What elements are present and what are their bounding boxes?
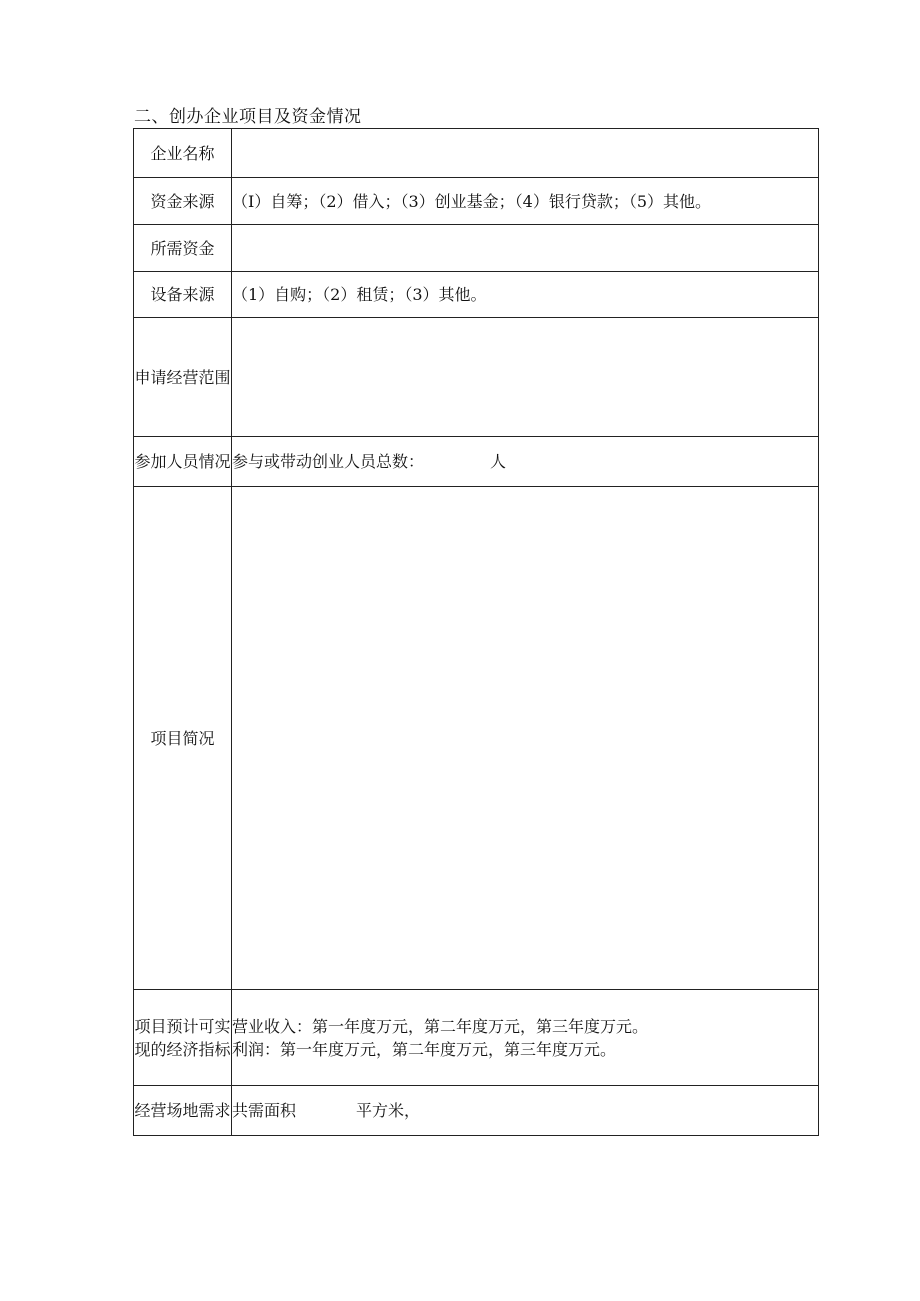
site-area-prefix: 共需面积 [232,1101,297,1120]
fund-source-label: 资金来源 [134,178,232,225]
economic-indicators-field[interactable] [232,990,819,1086]
business-scope-label: 申请经营范围 [134,318,232,437]
row-site-requirement [134,1086,819,1136]
business-scope-field[interactable] [232,318,819,437]
participants-prefix: 参与或带动创业人员总数： [232,452,425,471]
site-requirement-field[interactable] [232,1086,819,1136]
company-name-field[interactable] [232,129,819,178]
participants-unit: 人 [490,452,507,471]
row-fund-source [134,178,819,225]
project-summary-field[interactable] [232,487,819,990]
equipment-source-options[interactable]: （1）自购；（2）租赁；（3）其他。 [232,272,819,318]
required-funds-field[interactable] [232,225,819,272]
equipment-source-label: 设备来源 [134,272,232,318]
fund-source-options[interactable]: （I）自筹；（2）借入；（3）创业基金；（4）银行贷款；（5）其他。 [232,178,819,225]
site-requirement-label: 经营场地需求 [134,1086,232,1136]
row-required-funds [134,225,819,272]
project-funding-table [133,128,819,1136]
participants-label: 参加人员情况 [134,437,232,487]
economic-indicators-label: 项目预计可实现的经济指标 [134,990,232,1086]
site-area-unit: 平方米， [356,1101,421,1120]
row-business-scope [134,318,819,437]
profit-line: 利润：第一年度万元，第二年度万元，第三年度万元。 [232,1039,617,1059]
row-participants [134,437,819,487]
company-name-label: 企业名称 [134,129,232,178]
participants-field[interactable] [232,437,819,487]
section-title: 二、创办企业项目及资金情况 [134,107,362,127]
project-summary-label: 项目简况 [134,487,232,990]
row-project-summary [134,487,819,990]
row-company-name [134,129,819,178]
required-funds-label: 所需资金 [134,225,232,272]
row-economic-indicators [134,990,819,1086]
row-equipment-source [134,272,819,318]
revenue-line: 营业收入：第一年度万元，第二年度万元，第三年度万元。 [232,1016,649,1036]
